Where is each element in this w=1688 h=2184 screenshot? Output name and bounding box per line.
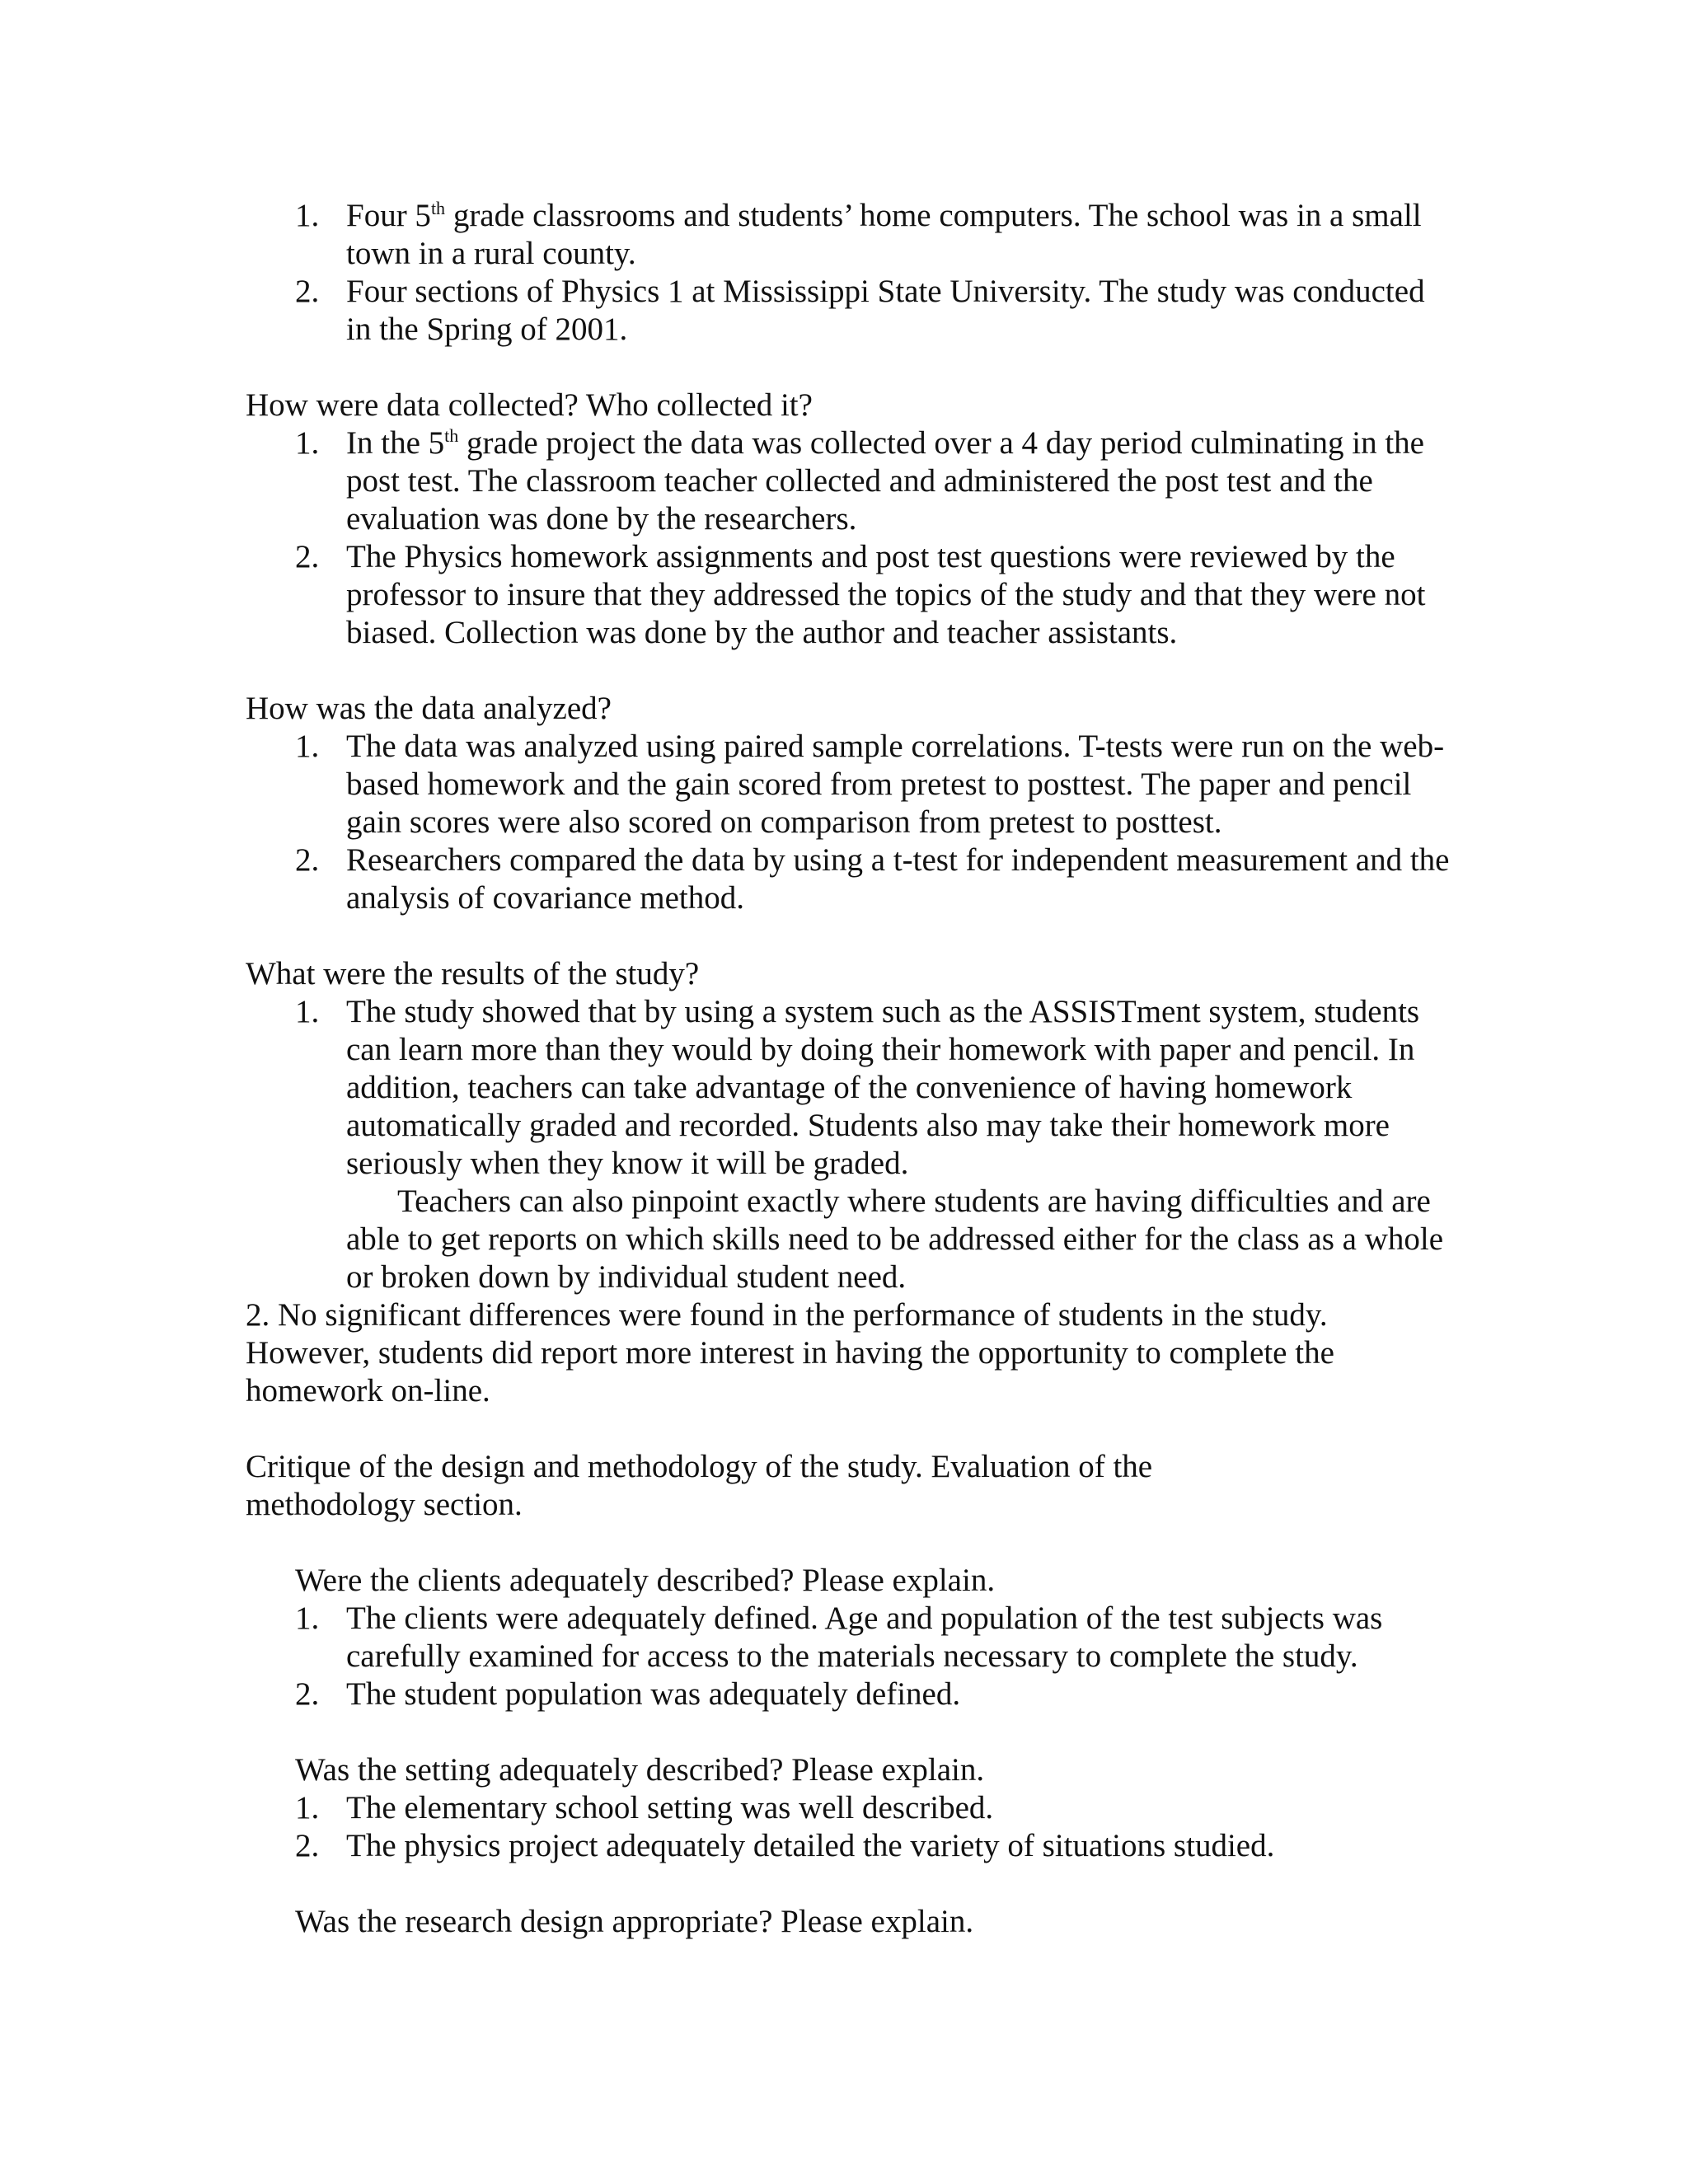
list-item [0, 538, 1451, 652]
list-text: The Physics homework assignments and post test questions were reviewed by the professor to insure that they addressed the topics of the study and that they were not biased. Collection was done by the author and teacher assistants. [346, 539, 1426, 650]
list-text-post: grade classrooms and students’ home computers. The school was in a small town in a rural county. [346, 198, 1422, 271]
list-number: 1. [295, 729, 320, 764]
list-item-continuation: Teachers can also pinpoint exactly where students are having difficulties and are able to get reports on which skills need to be addressed either for the class as a whole or broken down by individual student need. [346, 1183, 1444, 1295]
list-number: 1. [295, 994, 320, 1029]
results-item-2: 2. No significant differences were found in the performance of students in the study. However, students did report more interest in having the opportunity to complete the homework on-line. [246, 1297, 1334, 1408]
list-number: 2. [295, 1676, 320, 1712]
data-analysis-list [0, 728, 1688, 917]
superscript: th [444, 425, 459, 446]
list-item [0, 273, 1451, 349]
list-item [0, 1789, 1451, 1827]
question-design: Was the research design appropriate? Please explain. [295, 1904, 974, 1939]
data-collection-list [0, 424, 1688, 652]
list-text: The clients were adequately defined. Age and population of the test subjects was carefully examined for access to the materials necessary to complete the study. [346, 1601, 1383, 1674]
setting-critique-list [0, 1789, 1688, 1865]
list-number: 1. [295, 1790, 320, 1825]
section-heading-data-collection: How were data collected? Who collected it? [246, 387, 813, 423]
list-item [0, 1675, 1451, 1713]
list-item [0, 1600, 1451, 1675]
list-item [0, 197, 1451, 273]
list-text-pre: Four 5 [346, 198, 431, 233]
list-text: Researchers compared the data by using a t-test for independent measurement and the analysis of covariance method. [346, 842, 1450, 916]
list-item [0, 993, 1451, 1183]
list-text: The study showed that by using a system such as the ASSISTment system, students can learn more than they would by doing their homework with paper and pencil. In addition, teachers can take advantage of the convenience of having homework automatically graded and recorded. Students also may take their homework more seriously when they know it will be graded. [346, 994, 1420, 1181]
list-number: 1. [295, 425, 320, 461]
list-number: 2. [295, 1828, 320, 1863]
list-number: 2. [295, 274, 320, 309]
superscript: th [430, 198, 446, 218]
section-heading-critique: Critique of the design and methodology of the study. Evaluation of the methodology section. [246, 1449, 1153, 1522]
results-list [0, 993, 1688, 1296]
list-text: The student population was adequately defined. [346, 1676, 961, 1712]
list-text: The physics project adequately detailed the variety of situations studied. [346, 1828, 1275, 1863]
list-number: 2. [295, 842, 320, 878]
list-text-post: grade project the data was collected over a 4 day period culminating in the post test. The classroom teacher collected and administered the post test and the evaluation was done by the researchers. [346, 425, 1424, 537]
clients-list [0, 1600, 1688, 1713]
list-text: Four sections of Physics 1 at Mississippi State University. The study was conducted in the Spring of 2001. [346, 274, 1425, 347]
list-number: 1. [295, 198, 320, 233]
question-clients: Were the clients adequately described? Please explain. [295, 1563, 996, 1598]
setting-list [0, 197, 1688, 349]
list-number: 1. [295, 1601, 320, 1636]
list-item [0, 841, 1451, 917]
question-setting: Was the setting adequately described? Please explain. [295, 1752, 985, 1788]
list-text-pre: In the 5 [346, 425, 445, 461]
list-item [0, 1827, 1451, 1865]
list-item [0, 424, 1451, 538]
list-text: The elementary school setting was well described. [346, 1790, 994, 1825]
section-heading-data-analysis: How was the data analyzed? [246, 691, 612, 726]
list-text: The data was analyzed using paired sample correlations. T-tests were run on the web-based homework and the gain scored from pretest to posttest. The paper and pencil gain scores were also scored on comparison from pretest to posttest. [346, 729, 1445, 840]
list-item [0, 728, 1451, 841]
section-heading-results: What were the results of the study? [246, 956, 700, 991]
list-number: 2. [295, 539, 320, 574]
